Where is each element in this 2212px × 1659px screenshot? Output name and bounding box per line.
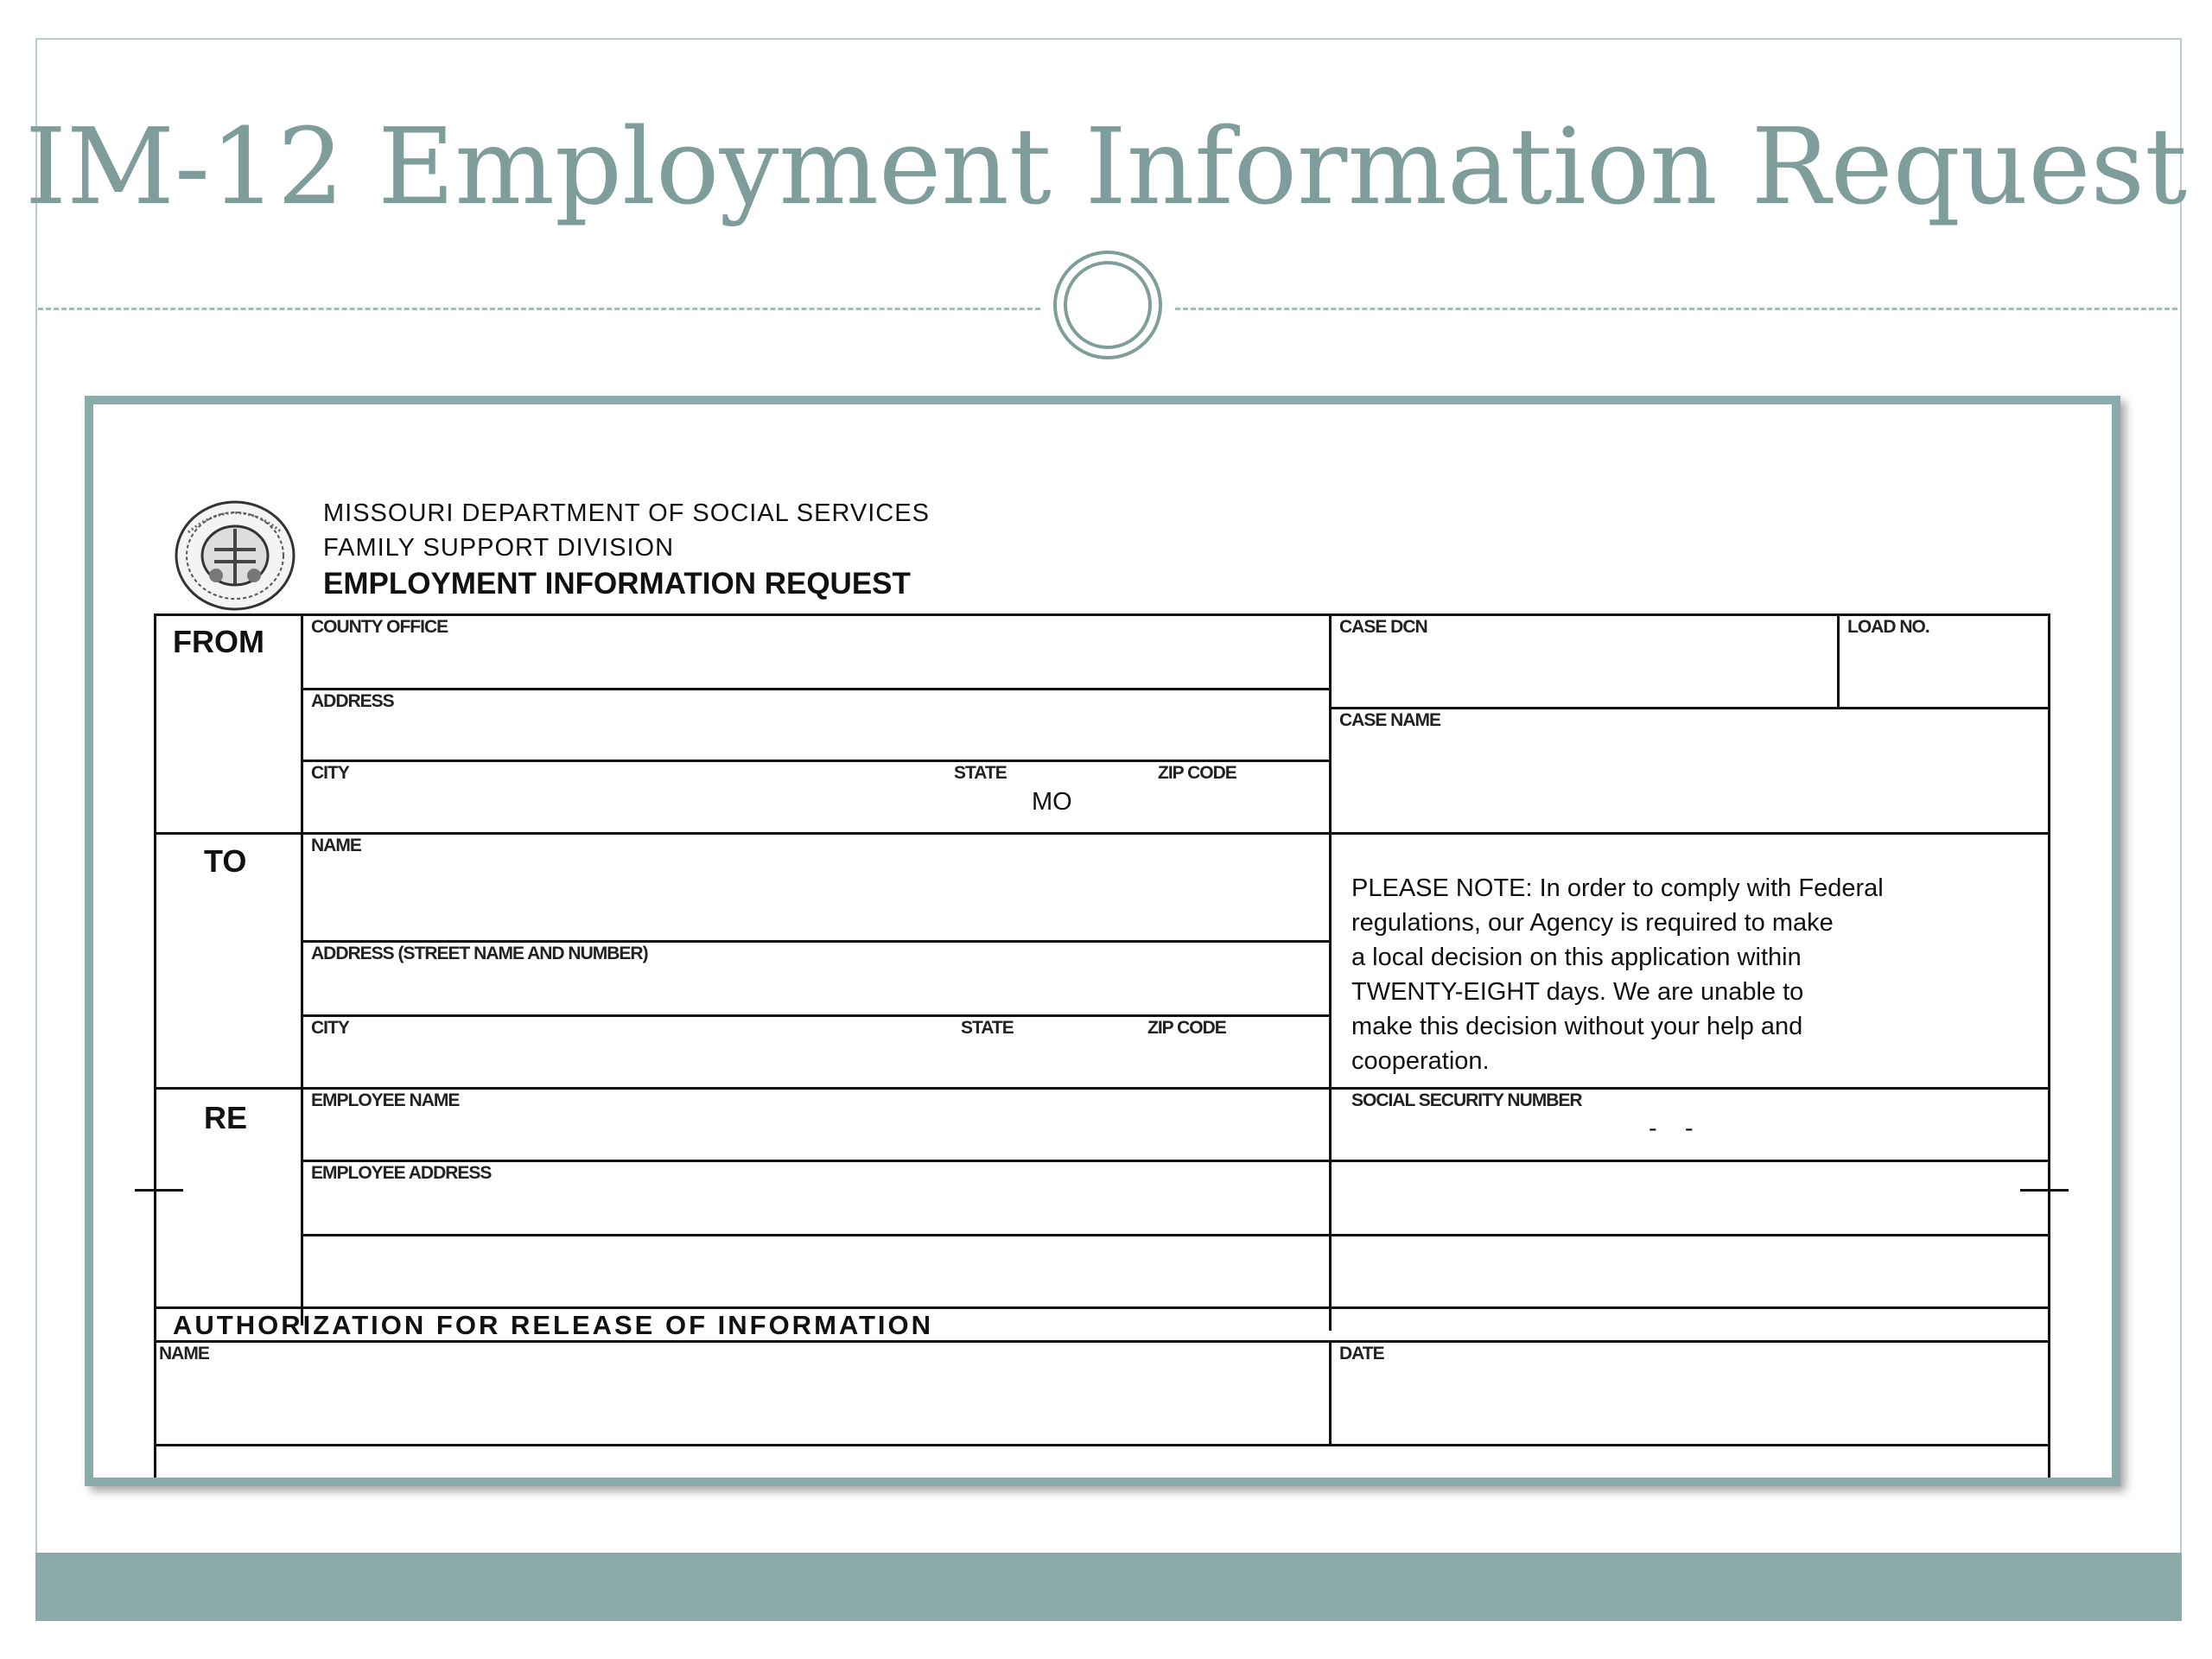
label-employee-name: EMPLOYEE NAME	[311, 1090, 460, 1110]
line-re-end	[154, 1306, 2050, 1309]
label-case-name: CASE NAME	[1339, 710, 1441, 730]
footer-bar	[35, 1553, 2182, 1621]
grid-top	[154, 613, 2050, 616]
label-address: ADDRESS	[311, 691, 394, 711]
grid-left	[154, 613, 156, 1478]
line-address	[301, 760, 1332, 762]
label-auth-name: NAME	[159, 1344, 209, 1363]
line-to-name	[301, 940, 1332, 943]
please-note-text	[1351, 871, 2025, 1078]
label-to-state: STATE	[961, 1018, 1014, 1038]
section-from: FROM	[173, 624, 264, 659]
label-street-address: ADDRESS (STREET NAME AND NUMBER)	[311, 944, 648, 963]
grid-right	[2048, 613, 2050, 1478]
divider-right	[1175, 308, 2177, 310]
state-seal-icon	[171, 498, 299, 613]
note-line: TWENTY-EIGHT days. We are unable to	[1351, 978, 1804, 1006]
line-employee-name	[301, 1160, 2050, 1162]
label-to-city: CITY	[311, 1018, 349, 1038]
grid-mid-col	[1329, 613, 1332, 1331]
from-state-value: MO	[1032, 788, 1072, 816]
line-employee-address	[301, 1234, 2050, 1236]
crop-mark-right	[2020, 1189, 2069, 1192]
label-load-no: LOAD NO.	[1847, 617, 1929, 637]
label-case-dcn: CASE DCN	[1339, 617, 1427, 637]
note-line: regulations, our Agency is required to make	[1351, 909, 1834, 937]
crop-mark-left	[135, 1189, 183, 1192]
label-state: STATE	[954, 763, 1007, 783]
note-line: PLEASE NOTE: In order to comply with Federal	[1351, 874, 1884, 902]
form-title: EMPLOYMENT INFORMATION REQUEST	[323, 567, 911, 601]
ssn-dashes: - -	[1649, 1115, 1694, 1142]
label-date: DATE	[1339, 1344, 1384, 1363]
label-to-zip: ZIP CODE	[1147, 1018, 1226, 1038]
label-city: CITY	[311, 763, 349, 783]
label-zip-code: ZIP CODE	[1158, 763, 1236, 783]
line-to-address	[301, 1014, 1332, 1017]
label-ssn: SOCIAL SECURITY NUMBER	[1351, 1090, 1582, 1110]
circle-ornament-inner	[1064, 261, 1152, 349]
line-to-end	[154, 1087, 2050, 1090]
line-from-end	[154, 832, 2050, 835]
slide-title: IM-12 Employment Information Request	[24, 105, 2188, 228]
note-line: a local decision on this application within	[1351, 944, 1802, 971]
note-line: cooperation.	[1351, 1047, 1490, 1075]
label-employee-address: EMPLOYEE ADDRESS	[311, 1163, 492, 1183]
line-auth-end	[154, 1444, 2050, 1446]
section-to: TO	[204, 843, 247, 879]
line-county	[301, 688, 1332, 690]
grid-load-col	[1837, 613, 1840, 709]
note-line: make this decision without your help and	[1351, 1013, 1803, 1040]
label-county-office: COUNTY OFFICE	[311, 617, 448, 637]
section-authorization: AUTHORIZATION FOR RELEASE OF INFORMATION	[173, 1310, 934, 1340]
grid-date-col	[1329, 1340, 1332, 1446]
employment-form	[93, 404, 2112, 1478]
agency-line2: FAMILY SUPPORT DIVISION	[323, 534, 675, 562]
label-to-name: NAME	[311, 836, 361, 855]
grid-section-col	[301, 613, 303, 1325]
divider-left	[38, 308, 1040, 310]
agency-line1: MISSOURI DEPARTMENT OF SOCIAL SERVICES	[323, 499, 930, 527]
section-re: RE	[204, 1100, 248, 1135]
line-case-dcn	[1329, 707, 2050, 709]
form-image-frame	[85, 396, 2120, 1486]
